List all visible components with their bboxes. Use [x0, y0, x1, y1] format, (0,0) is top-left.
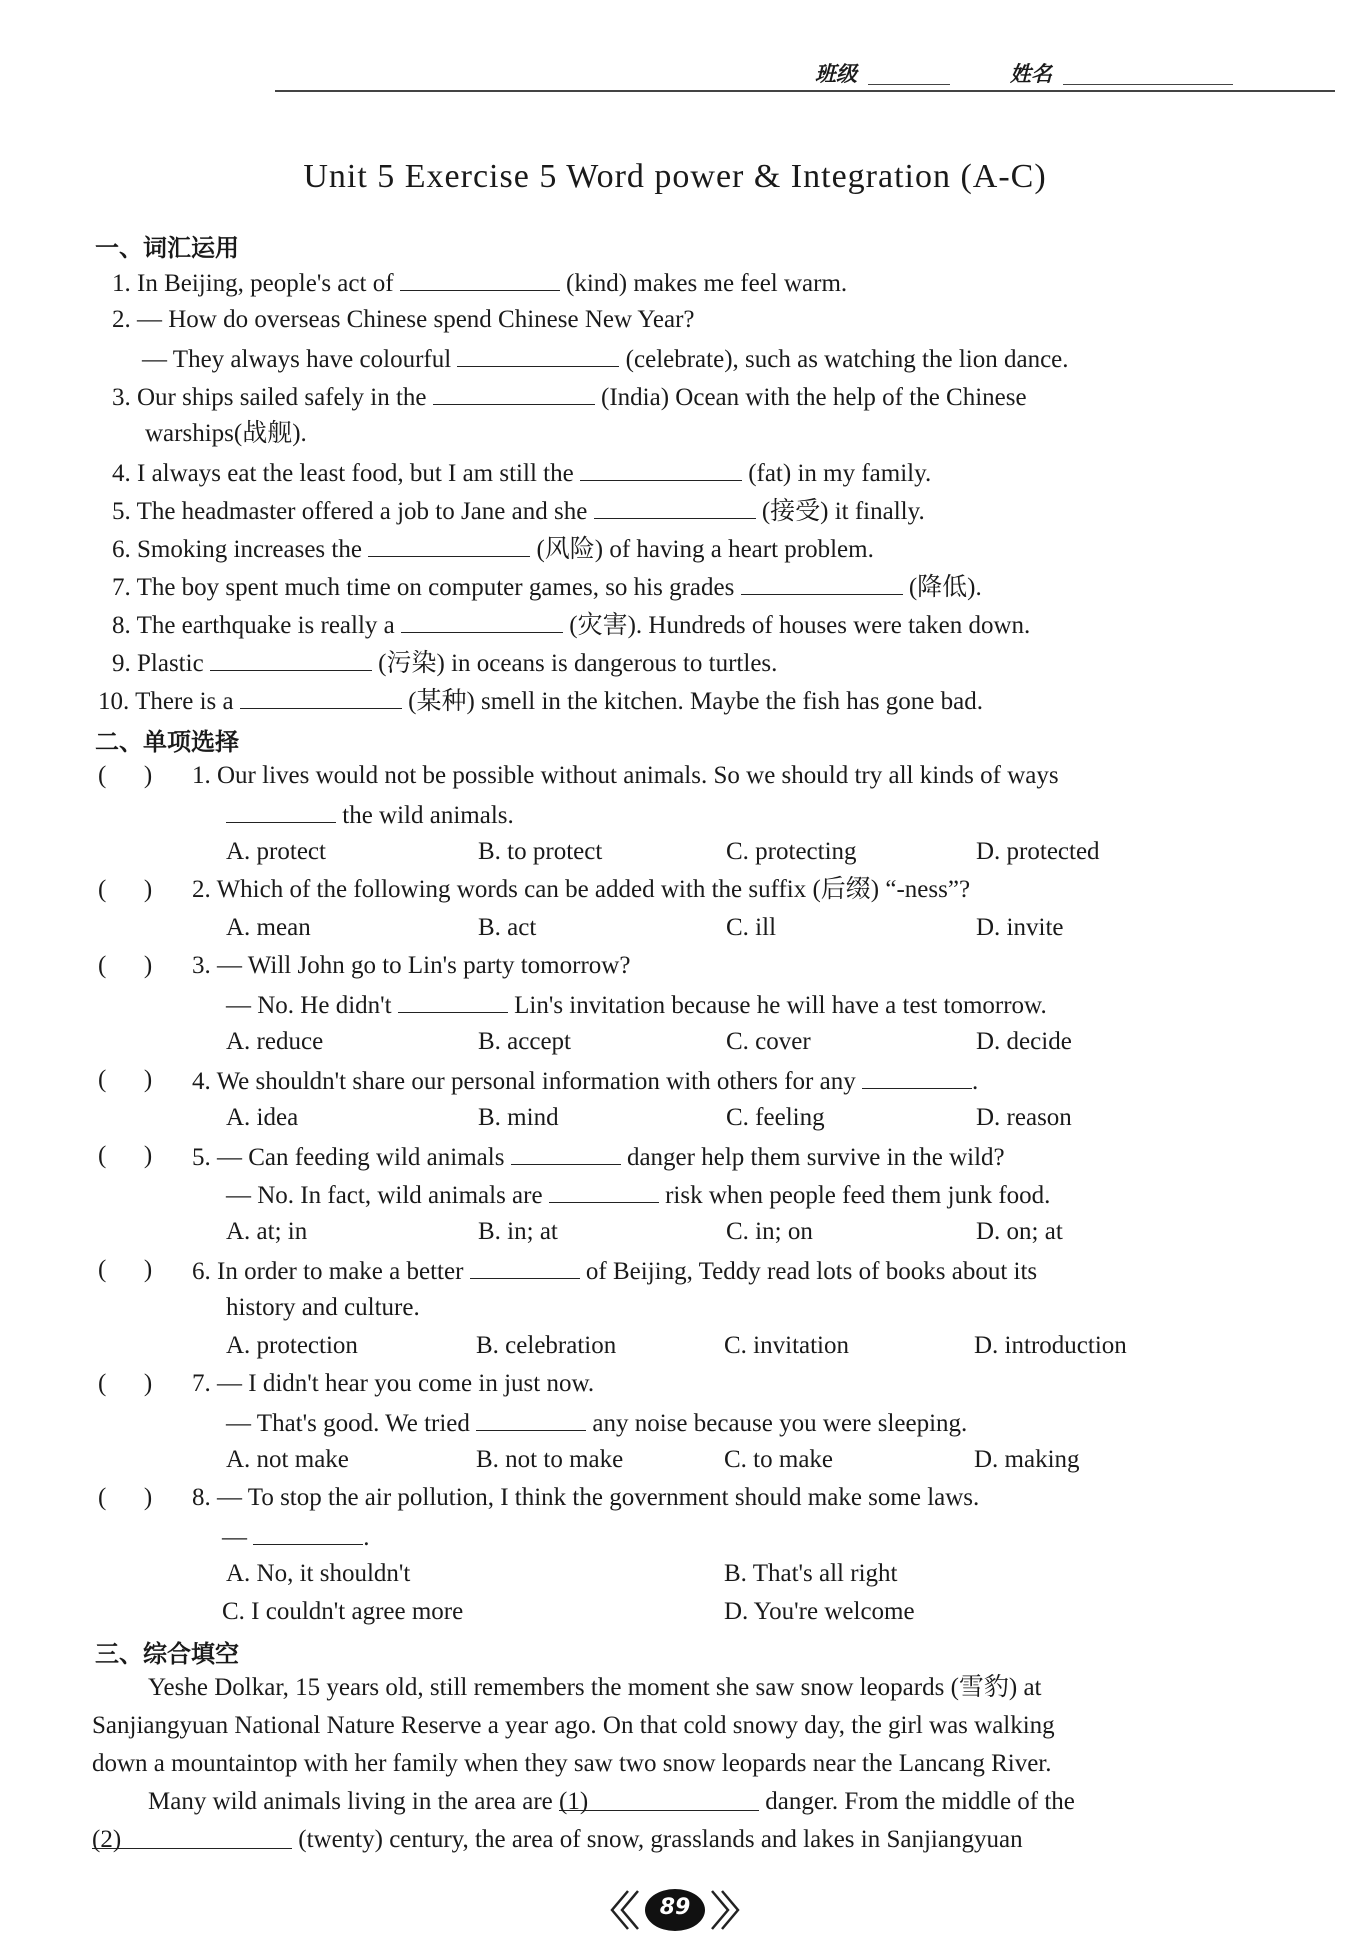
s1-item-10: 10. There is a (某种) smell in the kitchen. Maybe the fish has gone bad. — [98, 684, 983, 718]
q7-stem-2: — That's good. We tried any noise because you were sleeping. — [226, 1406, 967, 1440]
s1-item-4: 4. I always eat the least food, but I am still the (fat) in my family. — [112, 456, 931, 490]
answer-blank[interactable] — [401, 608, 563, 633]
s1-item-2b: — They always have colourful (celebrate), such as watching the lion dance. — [142, 342, 1069, 376]
page-title: Unit 5 Exercise 5 Word power & Integration (A-C) — [303, 158, 1047, 195]
s1-item-5: 5. The headmaster offered a job to Jane and she (接受) it finally. — [112, 494, 925, 528]
passage-line: Yeshe Dolkar, 15 years old, still remembers the moment she saw snow leopards (雪豹) at — [148, 1674, 1042, 1701]
answer-blank[interactable] — [457, 342, 619, 367]
answer-blank[interactable] — [741, 570, 903, 595]
q8-stem: 8. — To stop the air pollution, I think the government should make some laws. — [192, 1484, 980, 1511]
answer-blank[interactable] — [862, 1064, 972, 1089]
q6-opt-c[interactable]: C. invitation — [724, 1332, 849, 1359]
q6-opt-d[interactable]: D. introduction — [974, 1332, 1127, 1359]
answer-blank[interactable] — [240, 684, 402, 709]
section3-heading: 三、综合填空 — [95, 1640, 239, 1668]
answer-blank[interactable] — [400, 266, 560, 291]
section1-heading: 一、词汇运用 — [95, 234, 239, 262]
answer-paren[interactable]: ( ) — [98, 1066, 153, 1093]
answer-paren[interactable]: ( ) — [98, 1142, 153, 1169]
passage-blank-2[interactable]: (2) — [92, 1824, 292, 1849]
answer-blank[interactable] — [368, 532, 530, 557]
q1-stem-2: the wild animals. — [226, 798, 514, 832]
answer-blank[interactable] — [511, 1140, 621, 1165]
q7-opt-b[interactable]: B. not to make — [476, 1446, 624, 1473]
answer-paren[interactable]: ( ) — [98, 952, 153, 979]
answer-blank[interactable] — [226, 798, 336, 823]
q1-opt-b[interactable]: B. to protect — [478, 838, 603, 865]
answer-blank[interactable] — [433, 380, 595, 405]
q7-opt-c[interactable]: C. to make — [724, 1446, 834, 1473]
q4-opt-a[interactable]: A. idea — [226, 1104, 299, 1131]
q3-opt-c[interactable]: C. cover — [726, 1028, 811, 1055]
s1-item-6: 6. Smoking increases the (风险) of having a heart problem. — [112, 532, 874, 566]
answer-blank[interactable] — [253, 1520, 363, 1545]
q5-opt-b[interactable]: B. in; at — [478, 1218, 558, 1245]
s1-item-8: 8. The earthquake is really a (灾害). Hundreds of houses were taken down. — [112, 608, 1030, 642]
q5-opt-a[interactable]: A. at; in — [226, 1218, 308, 1245]
q2-opt-c[interactable]: C. ill — [726, 914, 777, 941]
q6-stem-2: history and culture. — [226, 1294, 420, 1321]
q4-opt-d[interactable]: D. reason — [976, 1104, 1072, 1131]
q2-opt-a[interactable]: A. mean — [226, 914, 311, 941]
answer-paren[interactable]: ( ) — [98, 1256, 153, 1283]
passage-line: (2) (twenty) century, the area of snow, grasslands and lakes in Sanjiangyuan — [92, 1826, 1023, 1853]
q8-opt-a[interactable]: A. No, it shouldn't — [226, 1560, 411, 1587]
name-blank[interactable] — [1063, 84, 1233, 85]
passage-line: down a mountaintop with her family when they saw two snow leopards near the Lancang River. — [92, 1750, 1052, 1777]
page-number: 89 — [659, 1895, 691, 1920]
q6-opt-b[interactable]: B. celebration — [476, 1332, 617, 1359]
answer-blank[interactable] — [580, 456, 742, 481]
answer-paren[interactable]: ( ) — [98, 1370, 153, 1397]
q2-opt-b[interactable]: B. act — [478, 914, 537, 941]
q5-stem-2: — No. In fact, wild animals are risk when people feed them junk food. — [226, 1178, 1050, 1212]
q3-stem-2: — No. He didn't Lin's invitation because he will have a test tomorrow. — [226, 988, 1047, 1022]
answer-blank[interactable] — [210, 646, 372, 671]
q8-opt-c[interactable]: C. I couldn't agree more — [222, 1598, 464, 1625]
q5-opt-d[interactable]: D. on; at — [976, 1218, 1063, 1245]
q6-opt-a[interactable]: A. protection — [226, 1332, 358, 1359]
q2-opt-d[interactable]: D. invite — [976, 914, 1064, 941]
q4-opt-c[interactable]: C. feeling — [726, 1104, 825, 1131]
q1-stem: 1. Our lives would not be possible without animals. So we should try all kinds of ways — [192, 762, 1059, 789]
q3-opt-a[interactable]: A. reduce — [226, 1028, 324, 1055]
answer-blank[interactable] — [476, 1406, 586, 1431]
answer-blank[interactable] — [470, 1254, 580, 1279]
q8-stem-2: — . — [222, 1520, 370, 1554]
s1-item-2: 2. — How do overseas Chinese spend Chinese New Year? — [112, 306, 695, 333]
q7-stem: 7. — I didn't hear you come in just now. — [192, 1370, 595, 1397]
q6-stem: 6. In order to make a better of Beijing, Teddy read lots of books about its — [192, 1254, 1037, 1288]
q5-stem: 5. — Can feeding wild animals danger help them survive in the wild? — [192, 1140, 1005, 1174]
page-number-badge — [610, 1885, 740, 1935]
name-label: 姓名 — [1010, 62, 1052, 86]
q2-stem: 2. Which of the following words can be added with the suffix (后缀) “-ness”? — [192, 876, 971, 903]
q1-opt-c[interactable]: C. protecting — [726, 838, 857, 865]
q8-opt-d[interactable]: D. You're welcome — [724, 1598, 915, 1625]
header-rule — [275, 90, 1335, 92]
answer-blank[interactable] — [398, 988, 508, 1013]
q3-opt-b[interactable]: B. accept — [478, 1028, 572, 1055]
q3-stem: 3. — Will John go to Lin's party tomorrow? — [192, 952, 631, 979]
answer-paren[interactable]: ( ) — [98, 762, 153, 789]
s1-item-3: 3. Our ships sailed safely in the (India) Ocean with the help of the Chinese — [112, 380, 1027, 414]
answer-blank[interactable] — [594, 494, 756, 519]
s1-item-1: 1. In Beijing, people's act of (kind) makes me feel warm. — [112, 266, 847, 300]
class-blank[interactable] — [868, 84, 950, 85]
class-label: 班级 — [815, 62, 857, 86]
answer-blank[interactable] — [549, 1178, 659, 1203]
q7-opt-a[interactable]: A. not make — [226, 1446, 349, 1473]
s1-item-3b: warships(战舰). — [145, 420, 307, 447]
section2-heading: 二、单项选择 — [95, 728, 239, 756]
q3-opt-d[interactable]: D. decide — [976, 1028, 1072, 1055]
answer-paren[interactable]: ( ) — [98, 1484, 153, 1511]
q1-opt-d[interactable]: D. protected — [976, 838, 1100, 865]
q4-stem: 4. We shouldn't share our personal information with others for any . — [192, 1064, 978, 1098]
answer-paren[interactable]: ( ) — [98, 876, 153, 903]
q8-opt-b[interactable]: B. That's all right — [724, 1560, 898, 1587]
q1-opt-a[interactable]: A. protect — [226, 838, 326, 865]
s1-item-9: 9. Plastic (污染) in oceans is dangerous to turtles. — [112, 646, 777, 680]
q5-opt-c[interactable]: C. in; on — [726, 1218, 813, 1245]
s1-item-7: 7. The boy spent much time on computer games, so his grades (降低). — [112, 570, 982, 604]
q7-opt-d[interactable]: D. making — [974, 1446, 1080, 1473]
passage-line: Many wild animals living in the area are (1) danger. From the middle of the — [148, 1788, 1075, 1815]
passage-blank-1[interactable]: (1) — [559, 1786, 759, 1811]
q4-opt-b[interactable]: B. mind — [478, 1104, 559, 1131]
passage-line: Sanjiangyuan National Nature Reserve a year ago. On that cold snowy day, the girl was walking — [92, 1712, 1055, 1739]
